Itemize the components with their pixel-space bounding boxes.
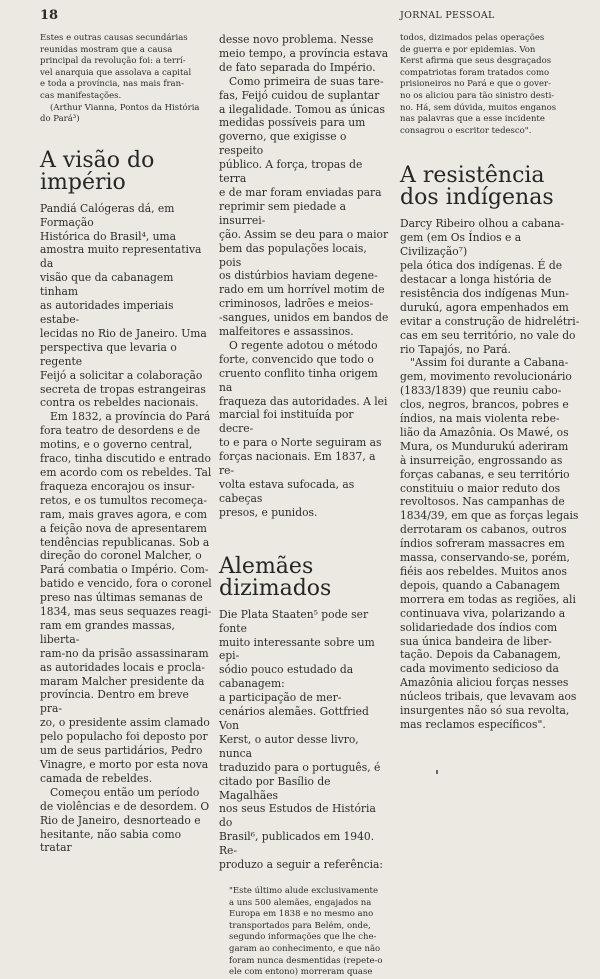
print-mark xyxy=(436,770,438,774)
body-line: índios, na mais violenta rebe- xyxy=(400,412,560,426)
body-line: retos, e os tumultos recomeça- xyxy=(40,493,207,507)
quote-line: no os aliciou para tão sinistro desti- xyxy=(400,90,555,101)
body-line: contra os rebeldes nacionais. xyxy=(40,396,199,410)
body-line: -sangues, unidos em bandos de xyxy=(219,311,389,325)
heading-line: A resistência xyxy=(400,163,545,189)
body-line: província. Dentro em breve pra- xyxy=(40,688,189,716)
body-line: solidariedade dos índios com xyxy=(400,620,558,634)
body-line: fraco, tinha discutido e entrado xyxy=(40,452,211,466)
body-line: os distúrbios haviam degene- xyxy=(219,269,378,283)
body-line: 1834/39, em que as forças legais xyxy=(400,509,579,523)
quote-line: no. Há, sem dúvida, muitos enganos xyxy=(400,102,557,113)
quote-line: Estes e outras causas secundárias xyxy=(40,33,188,43)
body-line: O regente adotou o método xyxy=(229,338,378,352)
quote-line: Kerst afirma que seus desgraçados xyxy=(400,56,552,67)
body-line: medidas possíveis para um xyxy=(219,116,366,130)
body-line: nos seus Estudos de História do xyxy=(219,802,376,830)
quote-line: todos, dizimados pelas operações xyxy=(400,33,545,43)
journal-name: JORNAL PESSOAL xyxy=(400,10,495,21)
body-line: cas em seu território, no vale do xyxy=(400,328,576,342)
body-line: rio Tapajós, no Pará. xyxy=(400,342,511,356)
section-heading-2 xyxy=(219,553,389,601)
body-line: evitar a construção de hidrelétri- xyxy=(400,314,580,328)
body-line: clos, negros, brancos, pobres e xyxy=(400,398,569,412)
page-number: 18 xyxy=(40,8,59,23)
body-line: as autoridades imperiais estabe- xyxy=(40,299,174,326)
body-line: sódio pouco estudado da cabanagem: xyxy=(219,663,354,691)
body-line: de violências e de desordem. O xyxy=(40,799,210,813)
section-heading-3 xyxy=(400,165,580,209)
body-line: Feijó a solicitar a colaboração xyxy=(40,368,203,382)
body-line: maram Malcher presidente da xyxy=(40,674,205,688)
body-line: Die Plata Staaten⁵ pode ser fonte xyxy=(219,607,369,635)
body-line: ram em grandes massas, liberta- xyxy=(40,618,175,646)
quote-line: vel anarquia que assolava a capital xyxy=(40,67,192,78)
heading-line: Alemães xyxy=(219,553,314,579)
body-line: lecidas no Rio de Janeiro. Uma xyxy=(40,326,207,340)
body-line: pelo populacho foi deposto por xyxy=(40,730,208,744)
block-quote xyxy=(219,886,389,979)
quote-line: ele com entono) morreram quase xyxy=(229,967,373,978)
body-line: constituiu o maior reduto dos xyxy=(400,481,561,495)
body-line: sua única bandeira de liber- xyxy=(400,634,552,648)
body-line: a participação de mer- xyxy=(219,691,342,705)
quote-line: transportados para Belém, onde, xyxy=(229,920,371,931)
body-line: reprimir sem piedade a insurrei- xyxy=(219,199,346,227)
body-line: traduzido para o português, é xyxy=(219,760,381,774)
body-line: batido e vencido, fora o coronel xyxy=(40,577,212,591)
heading-line: dos indígenas xyxy=(400,185,554,211)
body-line: lião da Amazônia. Os Mawé, os xyxy=(400,425,569,439)
body-line: de fato separada do Império. xyxy=(219,60,376,74)
quote-line: prisioneiros no Pará e que o gover- xyxy=(400,79,551,90)
quote-line: nas palavras que a esse incidente xyxy=(400,114,545,125)
body-line: Como primeira de suas tare- xyxy=(229,74,384,88)
body-line: fraqueza das autoridades. A lei xyxy=(219,394,388,408)
body-line: ção. Assim se deu para o maior xyxy=(219,227,389,241)
body-line: volta estava sufocada, as cabeças xyxy=(219,478,355,505)
body-line: índios sofreram massacres em xyxy=(400,537,565,551)
quote-line: compatriotas foram tratados como xyxy=(400,67,550,78)
body-line: gem, movimento revolucionário xyxy=(400,370,572,384)
body-line: Começou então um período xyxy=(50,785,200,799)
body-line: durukú, agora empenhados em xyxy=(400,300,569,314)
body-line: forças cabanas, e seu território xyxy=(400,467,570,481)
quote-line: foram nunca desmentidas (repete-o xyxy=(229,955,383,966)
column-1 xyxy=(40,33,212,855)
body-line: amostra muito representativa da xyxy=(40,243,202,271)
quote-line: e toda a província, nas mais fran- xyxy=(40,79,184,90)
body-line: motins, e o governo central, xyxy=(40,438,193,452)
body-line: Pará combatia o Império. Com- xyxy=(40,563,209,577)
body-line: Darcy Ribeiro olhou a cabana- xyxy=(400,217,565,231)
body-line: pela ótica dos indígenas. É de xyxy=(400,259,563,273)
column-3 xyxy=(400,33,580,793)
column-2 xyxy=(219,33,389,978)
quote-line: "Este último alude exclusivamente xyxy=(229,885,379,896)
body-line: cenários alemães. Gottfried Von xyxy=(219,705,369,732)
quote-line: principal da revolução foi: a terrí- xyxy=(40,56,186,67)
body-line: cada movimento sedicioso da xyxy=(400,662,559,676)
body-line: visão que da cabanagem tinham xyxy=(40,271,174,299)
body-line: desse novo problema. Nesse xyxy=(219,33,374,46)
body-line: malfeitores e assassinos. xyxy=(219,325,354,339)
body-line: mas reclamos específicos". xyxy=(400,717,546,731)
quote-line: segundo informações que lhe che- xyxy=(229,932,377,943)
body-line: em acordo com os rebeldes. Tal xyxy=(40,465,212,479)
quote-line: de guerra e por epidemias. Von xyxy=(400,44,536,55)
body-line: as autoridades locais e procla- xyxy=(40,660,206,674)
quote-line: a uns 500 alemães, engajados na xyxy=(229,897,372,908)
body-line: insurgentes não só sua revolta, xyxy=(400,704,570,718)
body-line: e de mar foram enviadas para xyxy=(219,185,382,199)
body-line: resistência dos indígenas Mun- xyxy=(400,286,569,300)
quote-line: Europa em 1838 e no mesmo ano xyxy=(229,909,374,920)
body-line: a ilegalidade. Tomou as únicas xyxy=(219,102,386,116)
body-line: governo, que exigisse o respeito xyxy=(219,130,347,158)
body-line: hesitante, não sabia como tratar xyxy=(40,827,182,855)
body-line: meio tempo, a província estava xyxy=(219,46,389,60)
body-line: forte, convencido que todo o xyxy=(219,352,374,366)
heading-line: A visão do xyxy=(40,147,155,173)
body-line: rado em um horrível motim de xyxy=(219,283,385,297)
body-line: gem (em Os Índios e a Civilização⁷) xyxy=(400,231,522,259)
quote-line: reunidas mostram que a causa xyxy=(40,44,173,55)
body-line: direção do coronel Malcher, o xyxy=(40,549,202,563)
body-line: morrera em todas as regiões, ali xyxy=(400,592,576,606)
body-line: continuava viva, polarizando a xyxy=(400,606,566,620)
body-line: fraqueza encorajou os insur- xyxy=(40,479,195,493)
body-line: perspectiva que levaria o regente xyxy=(40,340,177,368)
body-line: bem das populações locais, pois xyxy=(219,241,367,269)
body-line: revoltosos. Nas campanhas de xyxy=(400,495,565,509)
body-line: Em 1832, a província do Pará xyxy=(50,410,211,424)
body-line: camada de rebeldes. xyxy=(40,771,153,785)
body-line: Vinagre, e morto por esta nova xyxy=(40,758,209,771)
heading-line: dizimados xyxy=(219,575,332,601)
body-line: forças nacionais. Em 1837, a re- xyxy=(219,450,376,478)
body-line: tendências republicanas. Sob a xyxy=(40,535,210,549)
section-heading-1 xyxy=(40,147,212,195)
body-line: Histórica do Brasil⁴, uma xyxy=(40,229,177,243)
body-line: fas, Feijó cuidou de suplantar xyxy=(219,88,380,102)
body-line: ram-no da prisão assassinaram xyxy=(40,646,209,660)
body-line: marcial foi instituída por decre- xyxy=(219,408,354,436)
body-line: massa, conservando-se, porém, xyxy=(400,551,570,565)
body-line: público. A força, tropas de terra xyxy=(219,158,363,186)
body-line: tação. Depois da Cabanagem, xyxy=(400,648,561,662)
body-line: to e para o Norte seguiram as xyxy=(219,436,382,450)
body-line: derrotaram os cabanos, outros xyxy=(400,523,567,537)
heading-line: império xyxy=(40,169,126,195)
body-line: fiéis aos rebeldes. Muitos anos xyxy=(400,565,567,578)
quote-line: cas manifestações. xyxy=(40,90,122,101)
body-line: secreta de tropas estrangeiras xyxy=(40,382,206,396)
body-line: depois, quando a Cabanagem xyxy=(400,578,560,592)
body-line: preso nas últimas semanas de xyxy=(40,591,203,605)
body-line: Amazônia aliciou forças nesses xyxy=(400,676,569,690)
body-line: citado por Basílio de Magalhães xyxy=(219,774,331,802)
body-line: Rio de Janeiro, desnorteado e xyxy=(40,813,201,827)
body-line: (1833/1839) que reuniu cabo- xyxy=(400,384,562,398)
body-line: presos, e punidos. xyxy=(219,505,318,519)
body-line: núcleos tribais, que levavam aos xyxy=(400,690,577,704)
body-line: fora teatro de desordens e de xyxy=(40,424,201,438)
body-line: criminosos, ladrões e meios- xyxy=(219,297,374,311)
body-line: um de seus partidários, Pedro xyxy=(40,744,203,758)
body-line: cruento conflito tinha origem na xyxy=(219,366,378,394)
quote-source-line: do Pará³) xyxy=(40,114,80,125)
body-line: Mura, os Mundurukú aderiram xyxy=(400,439,569,453)
body-line: "Assim foi durante a Cabana- xyxy=(410,356,569,370)
page-header xyxy=(0,0,600,28)
body-line: Kerst, o autor desse livro, nunca xyxy=(219,732,359,760)
body-line: Pandiá Calógeras dá, em Formação xyxy=(40,201,175,229)
quote-line: consagrou o escritor tedesco". xyxy=(400,125,532,136)
quote-source-line: (Arthur Vianna, Pontos da História xyxy=(50,102,200,113)
body-line: Brasil⁶, publicados em 1940. Re- xyxy=(219,830,375,858)
body-line: muito interessante sobre um epi- xyxy=(219,635,375,663)
body-line: 1834, mas seus sequazes reagi- xyxy=(40,605,212,619)
quote-line: garam ao conhecimento, e que não xyxy=(229,943,381,954)
body-line: destacar a longa história de xyxy=(400,272,552,286)
body-line: à insurreição, engrossando as xyxy=(400,453,563,467)
body-line: produzo a seguir a referência: xyxy=(219,858,383,872)
body-line: ram, mais graves agora, e com xyxy=(40,507,207,521)
body-line: zo, o presidente assim clamado xyxy=(40,716,210,730)
body-line: a feição nova de apresentarem xyxy=(40,521,207,535)
